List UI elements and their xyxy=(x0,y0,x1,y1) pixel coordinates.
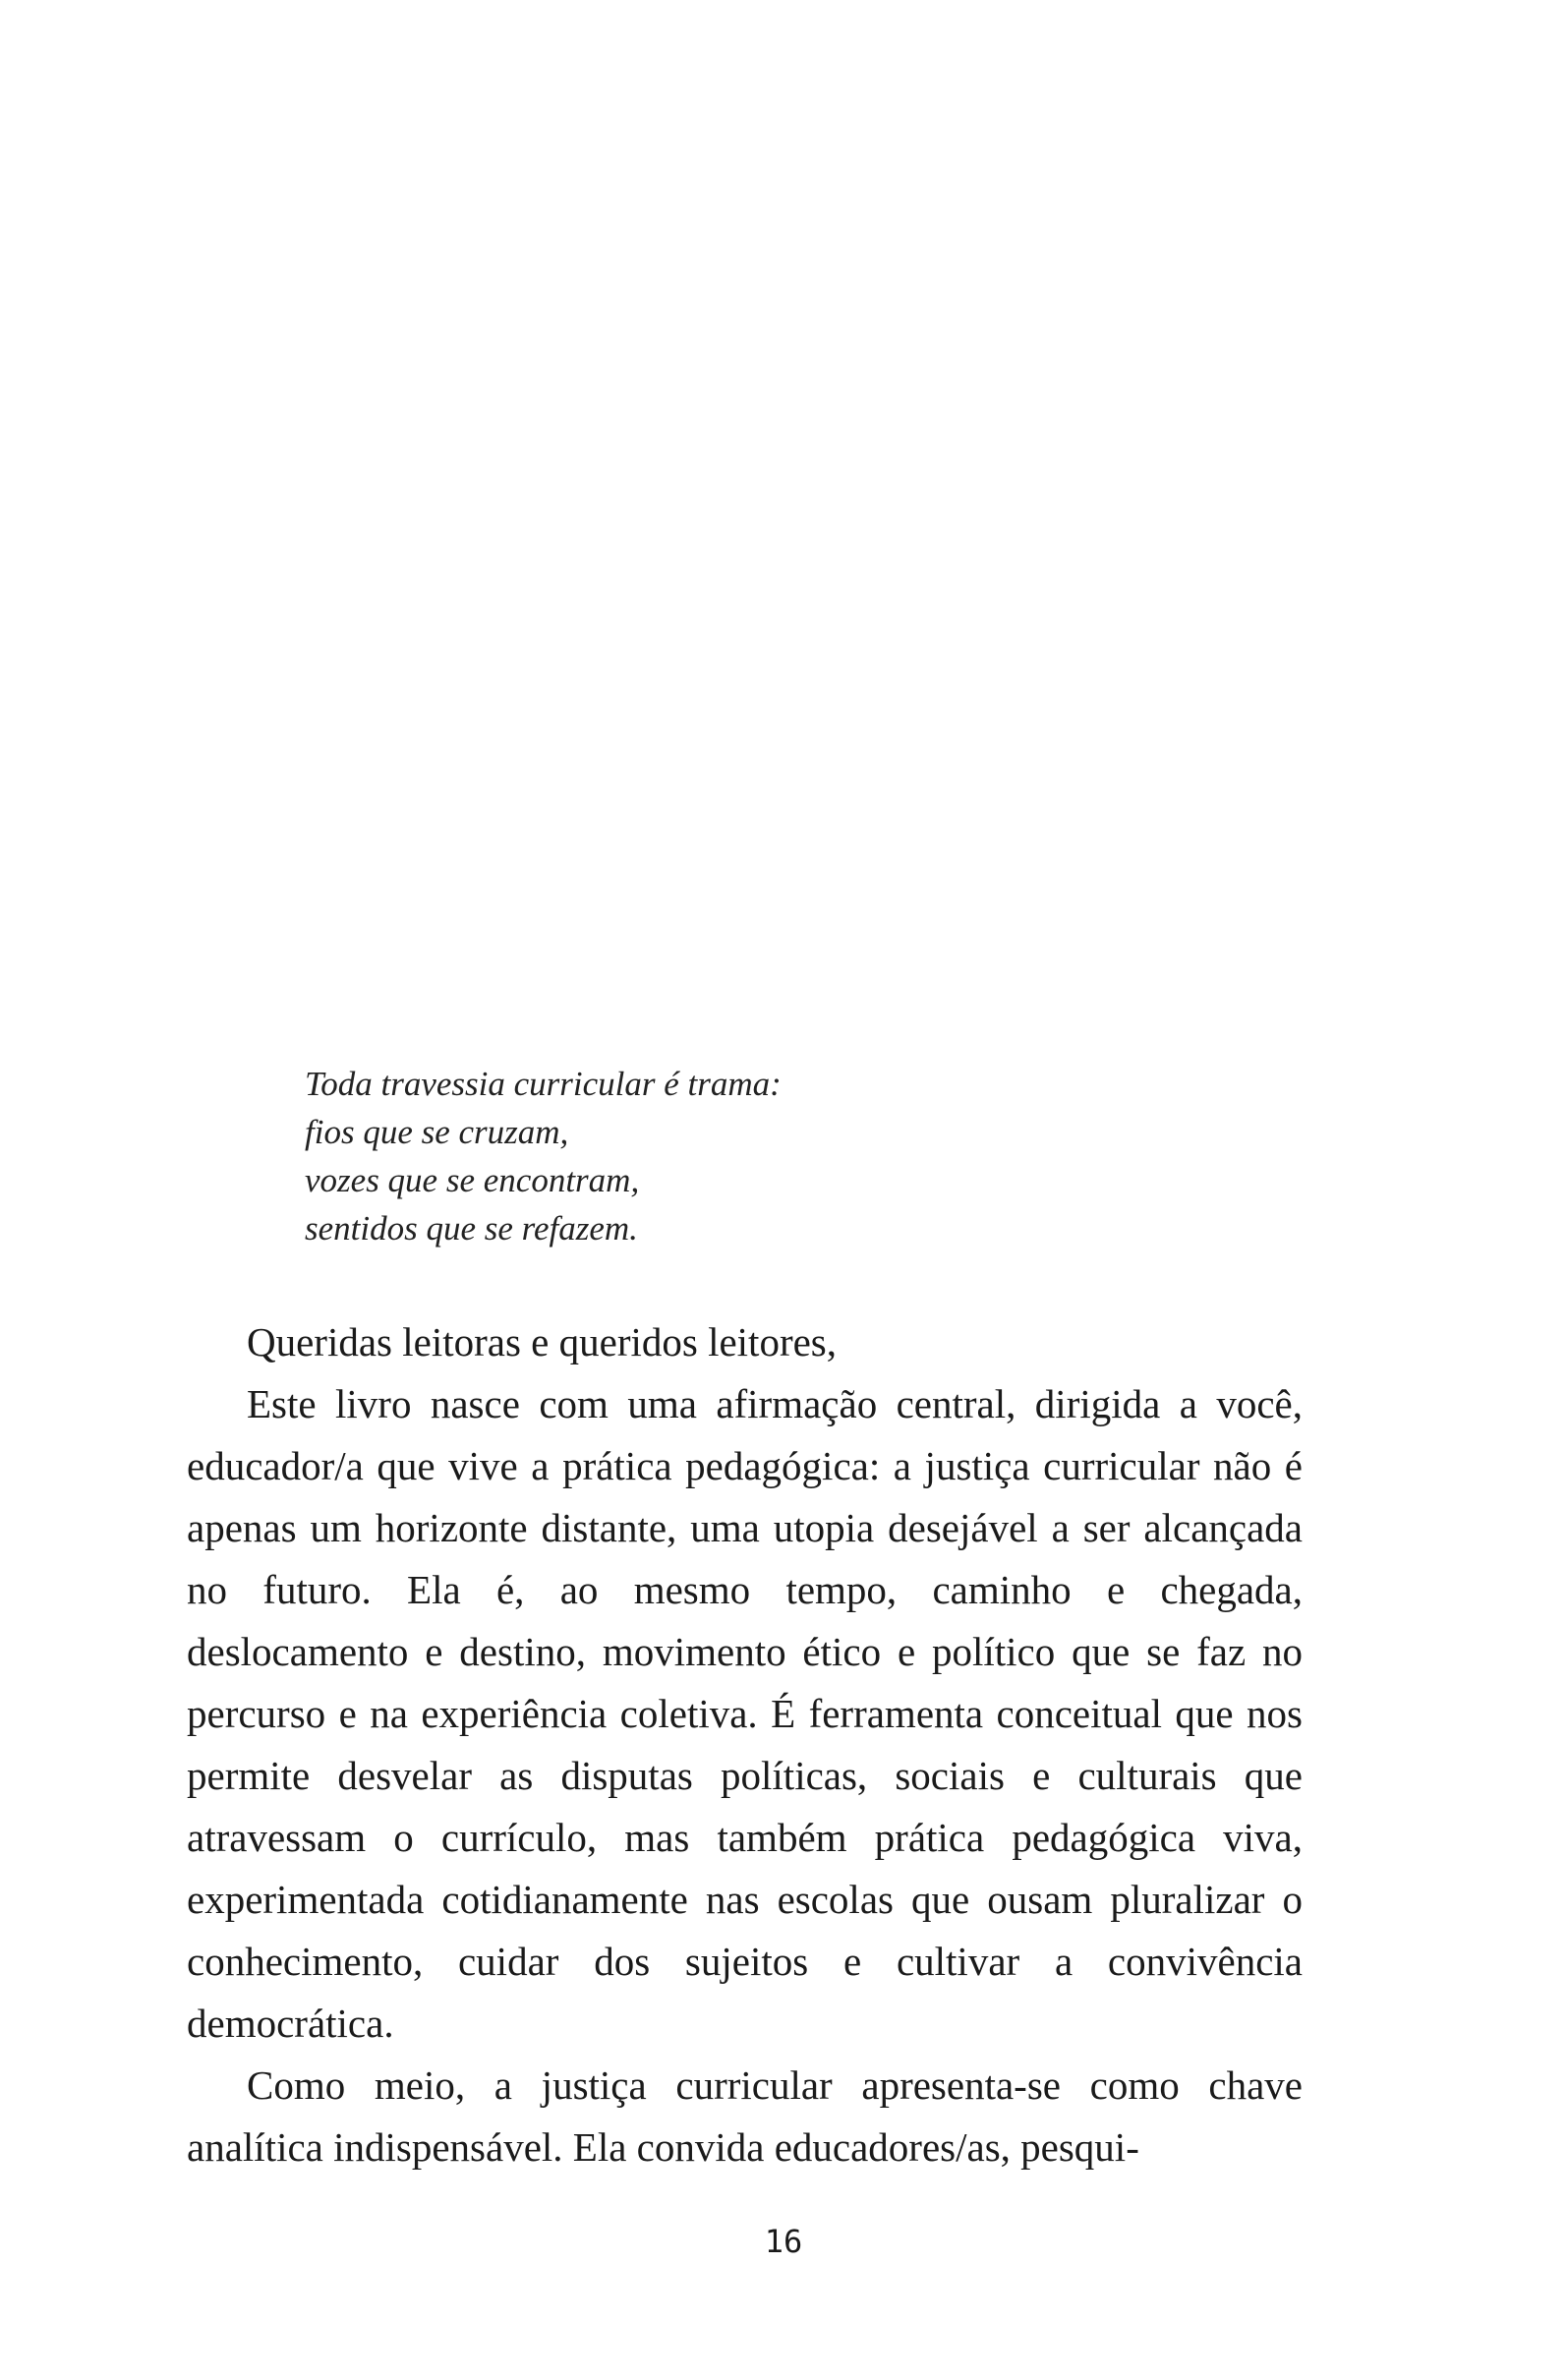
paragraph: Este livro nasce com uma afirmação central, dirigida a você, educador/a que vive a prática pedagógica: a justiça curricular não é apenas um horizonte distante, uma utopia desejável a ser alcançada no futuro. Ela é, ao mesmo tempo, caminho e chegada, deslocamento e destino, movimento ético e político que se faz no percurso e na experiência coletiva. É ferramenta conceitual que nos permite desvelar as disputas políticas, sociais e culturais que atravessam o currículo, mas também prática pedagógica viva, experimentada cotidianamente nas escolas que ousam pluralizar o conhecimento, cuidar dos sujeitos e cultivar a convivência democrática. xyxy=(187,1381,1303,2046)
epigraph-line: vozes que se encontram, xyxy=(305,1161,640,1199)
paragraph: Como meio, a justiça curricular apresenta-se como chave analítica indispensável. Ela convida educadores/as, pesqui- xyxy=(187,2062,1303,2170)
epigraph xyxy=(305,1060,1190,1252)
page-number: 16 xyxy=(764,2223,803,2260)
epigraph-line: Toda travessia curricular é trama: xyxy=(305,1065,782,1103)
epigraph-line: sentidos que se refazem. xyxy=(305,1209,638,1248)
salutation: Queridas leitoras e queridos leitores, xyxy=(247,1319,838,1364)
body-text xyxy=(187,1311,1303,2178)
epigraph-line: fios que se cruzam, xyxy=(305,1113,569,1151)
